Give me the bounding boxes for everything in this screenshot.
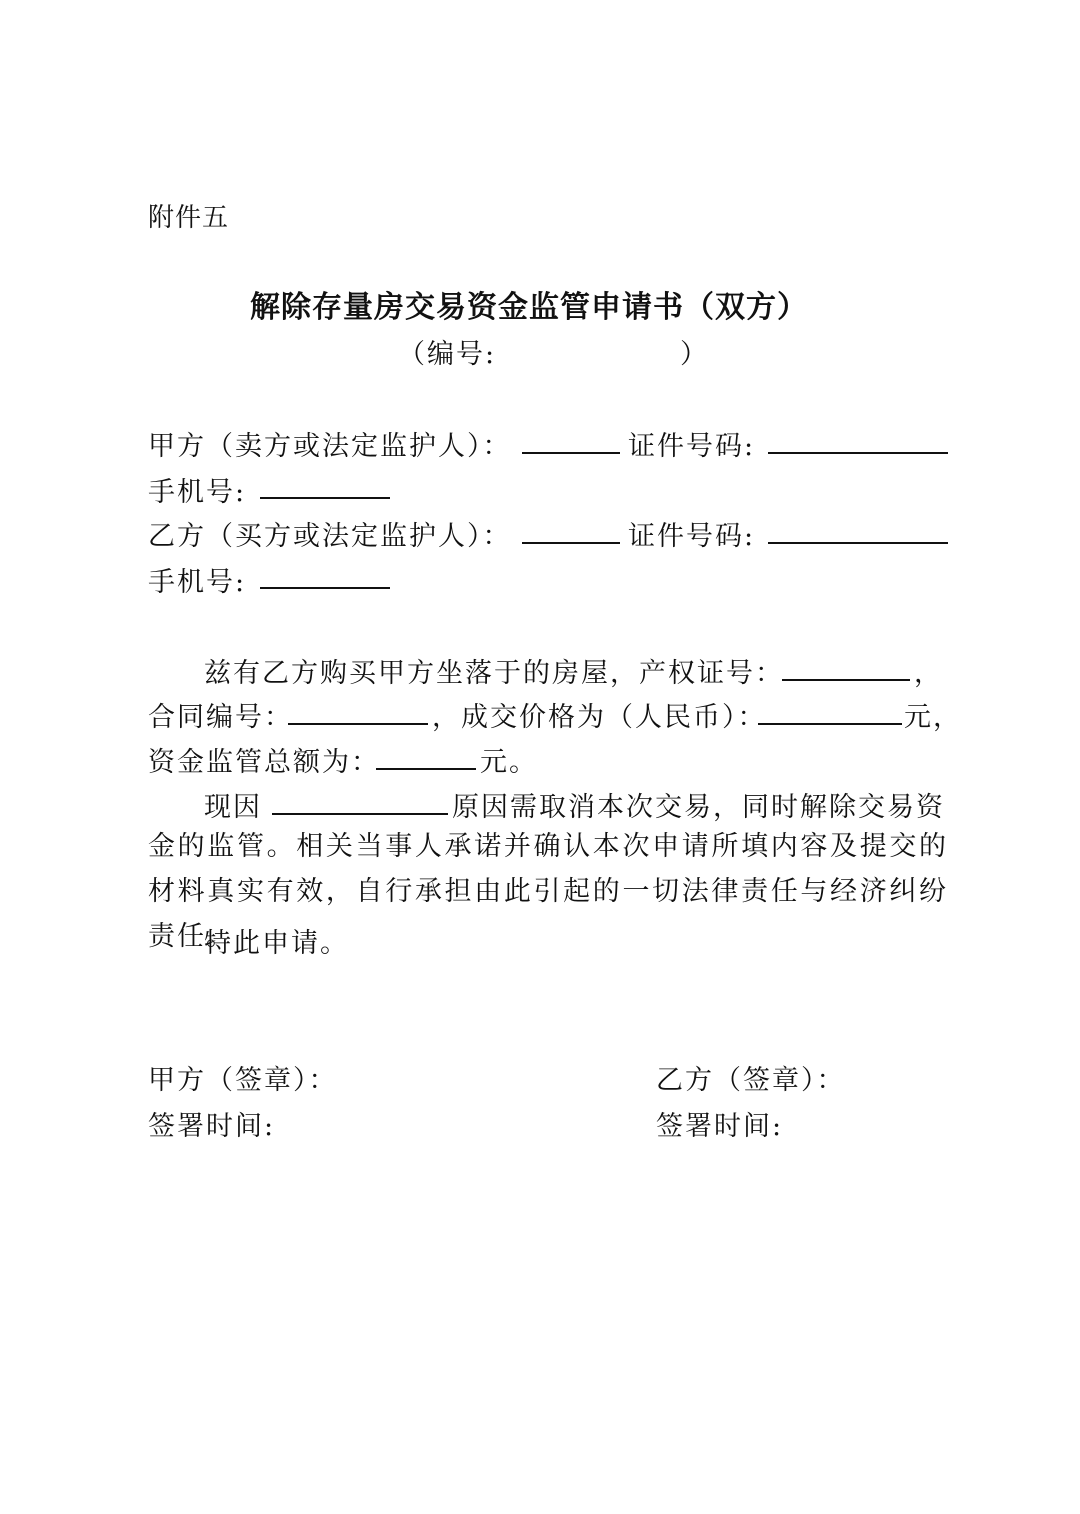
body-line-1: 兹有乙方购买甲方坐落于的房屋，产权证号： [204,658,784,689]
party-b-name-field[interactable] [522,542,620,544]
reason-prefix: 现因 [204,792,262,823]
closing-text: 特此申请。 [204,928,349,959]
price-label: ，成交价格为（人民币）： [432,702,767,733]
supervision-total-unit: 元。 [480,747,538,778]
party-a-signature-label: 甲方（签章）： [148,1065,338,1096]
price-field[interactable] [758,723,902,725]
supervision-total-field[interactable] [376,768,476,770]
party-b-signature-label: 乙方（签章）： [656,1065,846,1096]
party-b-id-label: 证件号码: [628,521,756,552]
party-a-id-label: 证件号码: [628,431,756,462]
commitment-text: 金的监管。相关当事人承诺并确认本次申请所填内容及提交的材料真实有效，自行承担由此引起的一切法律责任与经济纠纷责任。 [148,831,948,952]
party-b-phone-label: 手机号: [148,567,247,598]
supervision-total-label: 资金监管总额为： [148,747,380,778]
attachment-label: 附件五 [148,203,230,233]
document-title: 解除存量房交易资金监管申请书（双方） [250,290,808,325]
party-b-phone-field[interactable] [260,587,390,589]
party-a-phone-label: 手机号: [148,477,247,508]
price-unit: 元， [904,702,962,733]
party-b-id-field[interactable] [768,542,948,544]
number-close: ） [680,339,709,370]
number-open: （编号: [398,339,497,370]
body-line-1-end: ， [914,658,943,689]
party-a-sign-time-label: 签署时间: [148,1111,276,1142]
party-a-phone-field[interactable] [260,497,390,499]
party-b-sign-time-label: 签署时间: [656,1111,784,1142]
party-a-name-field[interactable] [522,452,620,454]
contract-number-field[interactable] [288,723,428,725]
contract-number-label: 合同编号： [148,702,293,733]
property-cert-field[interactable] [782,679,910,681]
reason-suffix: 原因需取消本次交易，同时解除交易资 [452,792,945,823]
reason-field[interactable] [272,813,448,815]
party-a-id-field[interactable] [768,452,948,454]
party-a-label: 甲方（卖方或法定监护人）： [148,431,512,462]
party-b-label: 乙方（买方或法定监护人）： [148,521,512,552]
